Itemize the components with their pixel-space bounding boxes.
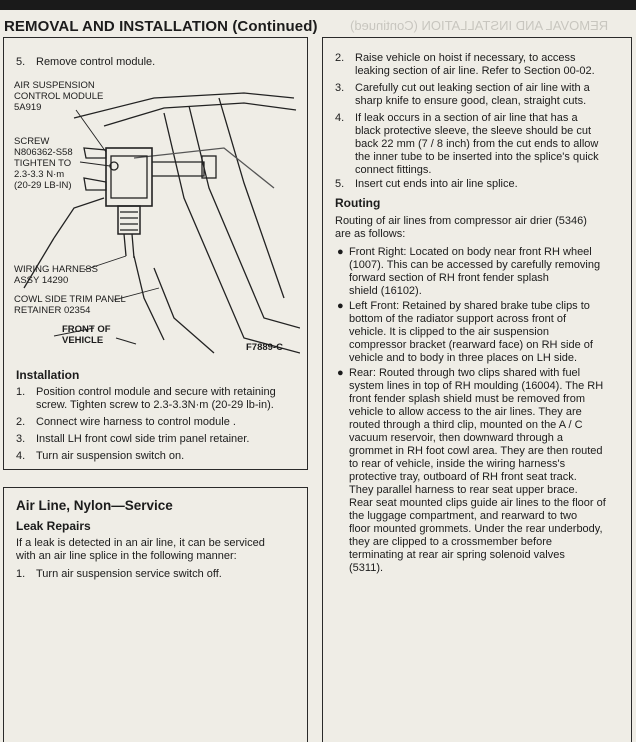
- routing-intro: Routing of air lines from compressor air drier (5346) are as follows:: [335, 215, 587, 240]
- label-cowl: COWL SIDE TRIM PANEL RETAINER 02354: [14, 294, 126, 316]
- step-3: 3. Carefully cut out leaking section of air line with a sharp knife to ensure good, clean, straight cuts.: [335, 82, 590, 107]
- label-front: FRONT OF VEHICLE: [62, 324, 111, 346]
- install-step-4: 4. Turn air suspension switch on.: [16, 450, 185, 462]
- install-step-2: 2. Connect wire harness to control module .: [16, 416, 236, 428]
- install-step-1: 1. Position control module and secure with retaining screw. Tighten screw to 2.3-3.3N·m (20-29 lb-in).: [16, 386, 276, 411]
- air-line-service-panel: [3, 487, 308, 742]
- leak-repairs-intro: If a leak is detected in an air line, it can be serviced with an air line splice in the following manner:: [16, 537, 265, 562]
- service-step-1: 1. Turn air suspension service switch off.: [16, 568, 222, 580]
- routing-heading: Routing: [335, 196, 381, 210]
- label-screw: SCREW N806362-S58 TIGHTEN TO 2.3-3.3 N·m (20-29 LB-IN): [14, 136, 73, 191]
- step-5-right: 5. Insert cut ends into air line splice.: [335, 178, 518, 190]
- installation-heading: Installation: [16, 368, 80, 382]
- bleed-through-title: REMOVAL AND INSTALLATION (Continued): [350, 18, 609, 33]
- label-module: AIR SUSPENSION CONTROL MODULE 5A919: [14, 80, 104, 113]
- control-module-panel: [3, 37, 308, 470]
- install-step-3: 3. Install LH front cowl side trim panel retainer.: [16, 433, 250, 445]
- step-5: 5. Remove control module.: [16, 56, 156, 68]
- right-procedure-panel: 2. Raise vehicle on hoist if necessary, to access leaking section of air line. Refer to Section 00-02. 3. Carefully cut out leaking section of air line with a sharp knife to ensure good, clean, straight cuts. 4. If leak occurs in a section of air line that has a black protective sleeve, the sleeve should be cut back 22 mm (7 / 8 inch) from the cut ends to allow the inner tube to be inserted into the splice's quick connect fittings. 5. Insert cut ends into air line splice. Routing Routing of air lines from compressor air drier (5346) are as follows: ● Front Right: Located on body near front RH wheel (1007). This can be accessed by carefully removing forward section of RH front fender splash shield (16102). ● Left Front: Retained by shared brake tube clips to bottom of the radiator support across front of vehicle. It is clipped to the air suspension compressor bracket (rearward face) on RH side of vehicle and to body in three places on LH side. ● Rear: Routed through two clips shared with fuel system lines in top of RH moulding (16004). The RH front fender splash shield must be removed from vehicle to allow access to the air lines. They are routed through a third clip, mounted on the A / C vacuum reservoir, then downward through a grommet in RH foot cowl area. They are then routed to rear of vehicle, inside the wiring harness's protective tray, outboard of RH front seat track. They parallel harness to rear seat upper brace. Rear seat mounted clips guide air lines to the floor of the luggage compartment, and rearward to two floor mounted grommets. Under the rear underbody, they are clipped to a crossmember before terminating at rear air spring solenoid valves (5311).: [322, 37, 632, 742]
- control-module-diagram: [14, 78, 300, 358]
- page-title: REMOVAL AND INSTALLATION (Continued): [4, 18, 318, 35]
- step-4: 4. If leak occurs in a section of air line that has a black protective sleeve, the sleeve should be cut back 22 mm (7 / 8 inch) from the cut ends to allow the inner tube to be inserted into the splice's quick connect fittings.: [335, 112, 599, 176]
- figure-id: F7889-C: [246, 342, 283, 353]
- label-harness: WIRING HARNESS ASSY 14290: [14, 264, 98, 286]
- step-2: 2. Raise vehicle on hoist if necessary, to access leaking section of air line. Refer to Section 00-02.: [335, 52, 595, 77]
- diagram-illustration: [14, 78, 300, 358]
- leak-repairs-heading: Leak Repairs: [16, 519, 91, 533]
- air-line-title: Air Line, Nylon—Service: [16, 498, 173, 513]
- top-edge-bar: [0, 0, 636, 10]
